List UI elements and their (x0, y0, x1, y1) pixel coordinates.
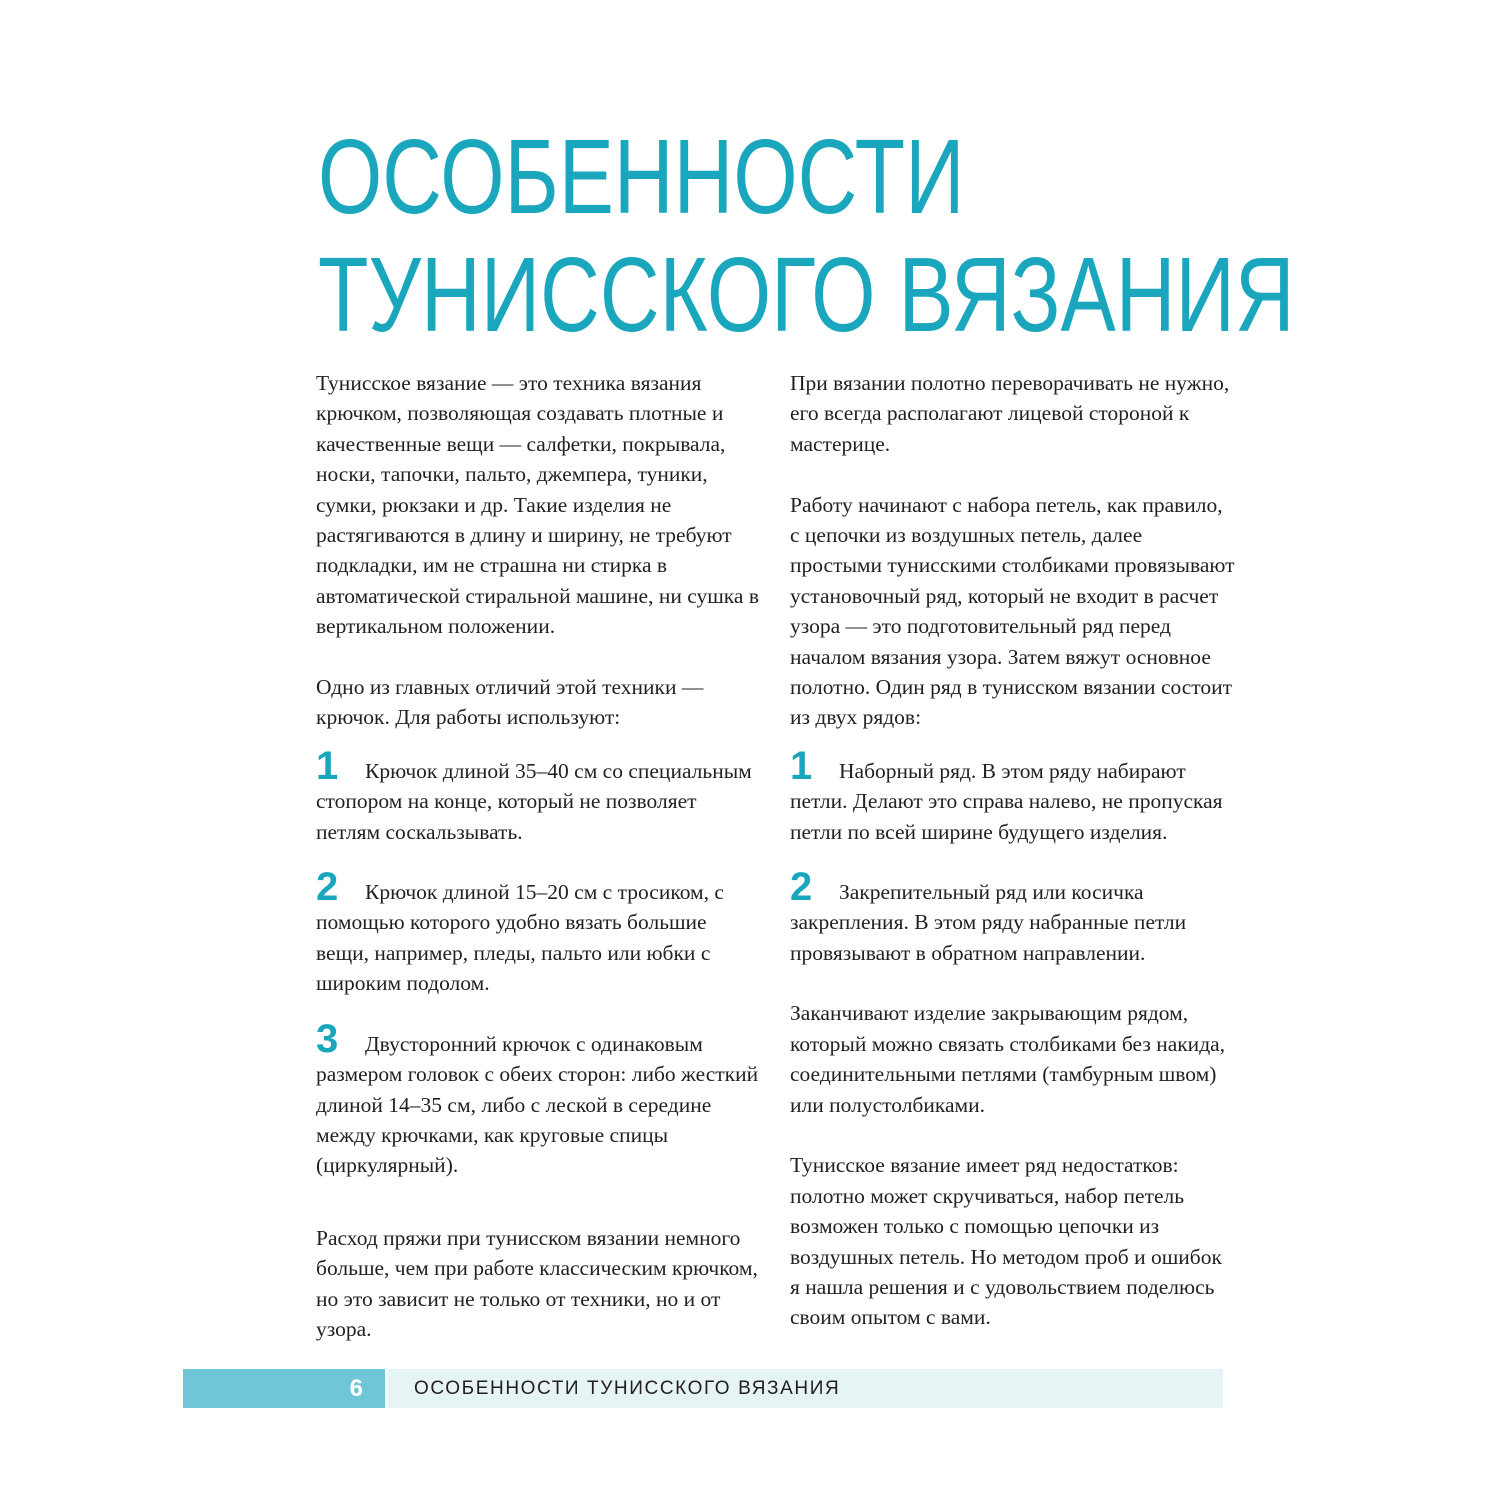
page-footer (183, 1369, 1223, 1408)
list-item-text: Наборный ряд. В этом ряду набирают петли. Делают это справа налево, не пропуская петли по всей ширине будущего изделия. (790, 758, 1223, 844)
page-title-line-1: ОСОБЕННОСТИ (318, 118, 965, 236)
list-item (316, 743, 761, 847)
lead-paragraph: Одно из главных отличий этой техники — крючок. Для работы используют: (316, 675, 704, 730)
list-item-number: 1 (316, 743, 339, 788)
list-item-number: 3 (316, 1016, 339, 1061)
right-column (790, 368, 1235, 1363)
list-item (316, 1016, 761, 1181)
list-item (790, 743, 1235, 847)
list-item-number: 2 (316, 865, 339, 910)
page-number-box (183, 1369, 385, 1408)
list-item-text: Закрепительный ряд или косичка закрепления. В этом ряду набранные петли провязывают в обратном направлении. (790, 880, 1187, 965)
paragraph: Работу начинают с набора петель, как правило, с цепочки из воздушных петель, далее простыми тунисскими столбиками провязывают установочный ряд, который не входит в расчет узора — это подготовительный ряд перед началом вязания узора. Затем вяжут основное полотно. Один ряд в тунисском вязании состоит из двух рядов: (790, 492, 1235, 730)
page-title (318, 118, 1295, 354)
list-item-number: 2 (790, 865, 813, 910)
running-title: ОСОБЕННОСТИ ТУНИССКОГО ВЯЗАНИЯ (414, 1378, 841, 1399)
list-item-text: Двусторонний крючок с одинаковым размером головок с обеих сторон: либо жесткий длиной 14–35 см, либо с леской в середине между крючками, как круговые спицы (циркулярный). (316, 1031, 759, 1178)
page-title-line-2: ТУНИССКОГО ВЯЗАНИЯ (318, 236, 1295, 354)
list-item (790, 865, 1235, 968)
paragraph: Тунисское вязание имеет ряд недостатков: полотно может скручиваться, набор петель возможен только с помощью цепочки из воздушных петель. Но методом проб и ошибок я нашла решения и с удовольствием поделюсь своим опытом с вами. (790, 1153, 1222, 1330)
page-number: 6 (349, 1375, 363, 1402)
running-title-box (388, 1369, 1223, 1408)
paragraph: При вязании полотно переворачивать не нужно, его всегда располагают лицевой стороной к мастерице. (790, 371, 1230, 456)
closing-paragraph: Расход пряжи при тунисском вязании немного больше, чем при работе классическим крючком, но это зависит не только от техники, но и от узора. (316, 1225, 758, 1341)
intro-paragraph: Тунисское вязание — это техника вязания крючком, позволяющая создавать плотные и качественные вещи — салфетки, покрывала, носки, тапочки, пальто, джемпера, туники, сумки, рюкзаки и др. Такие изделия не растягиваются в длину и ширину, не требуют подкладки, им не страшна ни стирка в автоматической стиральной машине, ни сушка в вертикальном положении. (316, 371, 759, 639)
left-column (316, 368, 761, 1375)
list-item-number: 1 (790, 743, 813, 788)
list-item (316, 865, 761, 999)
list-item-text: Крючок длиной 15–20 см с тросиком, с помощью которого удобно вязать большие вещи, например, пледы, пальто или юбки с широким подолом. (316, 880, 724, 996)
list-item-text: Крючок длиной 35–40 см со специальным стопором на конце, который не позволяет петлям соскальзывать. (316, 758, 752, 844)
paragraph: Заканчивают изделие закрывающим рядом, который можно связать столбиками без накида, соединительными петлями (тамбурным швом) или полустолбиками. (790, 1001, 1226, 1117)
